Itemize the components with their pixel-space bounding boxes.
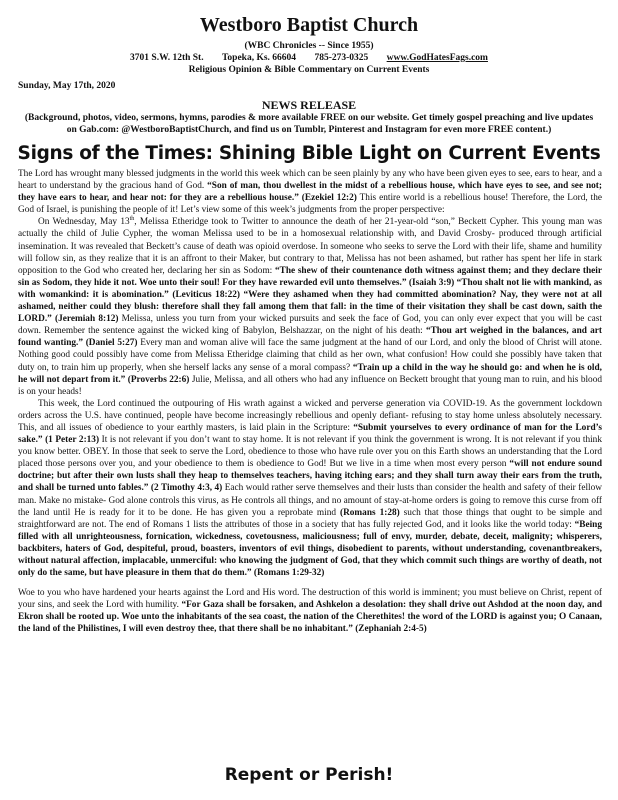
text: This entire world is a rebellious house! Therefore, the Lord, the God of Israel, is punishing the people of it! Let’s view some of this week’s judgments from the proper perspective: (18, 193, 602, 216)
ordinal-suffix: th (129, 216, 135, 223)
city-address: Topeka, Ks. 66604 (221, 53, 297, 63)
scripture-reference: (Romans 1:28) (339, 507, 400, 518)
paragraph-covid (18, 398, 602, 579)
text: It is not relevant if you don’t want to stay home. It is not relevant if you think the government is wrong. It is not relevant if you think you know better. OBEY. In those that seek to serve the Lord, obedience to those who have rule over you on this Earth shows an understanding that the Lord placed those persons over you, and your obedience to them is obedience to God! But we live in a time when most every person (18, 435, 602, 470)
text: such that those things that ought to be simple and straightforward are not. The end of Romans 1 lists the attributes of those in a society that has fully rejected God, and it looks like the world today: (18, 507, 602, 530)
paragraph-conclusion (18, 587, 602, 635)
scripture-quote: “Submit yourselves to every ordinance of man for the Lord’s sake.” (1 Peter 2:13) (18, 422, 602, 446)
footer-slogan: Repent or Perish! (224, 765, 394, 785)
paragraph-intro (18, 168, 602, 216)
news-release-label: NEWS RELEASE (261, 98, 357, 112)
website-link[interactable]: www.GodHatesFags.com (386, 53, 488, 63)
text: Each would rather serve themselves and their lusts than consider the health and safety of their fellow man. Make no mistake- God alone controls this virus, as He controls all things, and no amount of stay-at-home orders is going to remove this curse from off the land until He is ready for it to be done. He has given you a reprobate mind (18, 483, 602, 518)
phone-number: 785-273-0325 (314, 53, 369, 63)
scripture-quote: “Being filled with all unrighteousness, fornication, wickedness, covetousness, maliciousness; full of envy, murder, debate, deceit, malignity; whisperers, backbiters, haters of God, despiteful, proud, boasters, inventors of evil things, disobedient to parents, without understanding, covenantbreakers, without natural affection, implacable, unmerciful: who knowing the judgment of God, that they which commit such things are worthy of death, not only do the same, but have pleasure in them that do them.” (Romans 1:29-32) (18, 519, 602, 579)
text: This week, the Lord continued the outpouring of His wrath against a wicked and perverse generation via COVID-19. As the government lockdown orders across the U.S. have continued, people have become increasingly rebellious and openly defiant- refusing to stay home unless absolutely necessary. This, and all issues of obedience to your earthly masters, is laid plain in the Scripture: (18, 398, 602, 433)
scripture-quote: “Thou art weighed in the balances, and art found wanting.” (Daniel 5:27) (18, 326, 602, 349)
scripture-quote: “For Gaza shall be forsaken, and Ashkelon a desolation: they shall drive out Ashdod at the noon day, and Ekron shall be rooted up. Woe unto the inhabitants of the sea coast, the nation of the Cherethites! the word of the LORD is against you; O Canaan, the land of the Philistines, I will even destroy thee, that there shall be no inhabitant.” (Zephaniah 2:4-5) (18, 600, 603, 635)
text: The Lord has wrought many blessed judgments in the world this week which can be seen plainly by any who have been given eyes to see, ears to hear, and a heart to understand by the gracious hand of God. (18, 169, 602, 192)
content-notice: (Background, photos, video, sermons, hymns, parodies & more available FREE on our website. Get timely gospel preaching and live updates on Gab.com: @WestboroBaptistChurch, and find us on Tumblr, Pinterest and Instagram for even more FREE content.) (24, 113, 594, 135)
church-title: Westboro Baptist Church (199, 14, 419, 36)
text: Julie, Melissa, and all others who had any influence on Beckett brought that young man to ruin, and his blood is on your heads! (18, 374, 602, 397)
scripture-quote: “will not endure sound doctrine; but after their own lusts shall they heap to themselves teachers, having itching ears; and they shall turn away their ears from the truth, and shall be turned unto fables.” (2 Timothy 4:3, 4) (18, 459, 602, 494)
text: Every man and woman alive will face the same judgment at the hand of our Lord, and only the blood of Christ will atone. Nothing good could possibly have come from Melissa Etheridge claiming that child as her own, what confusion! How could she possibly have taken that duty on, to train him up properly, when she herself lacks any sense of a moral compass? (18, 338, 602, 373)
text: Woe to you who have hardened your hearts against the Lord and His word. The destruction of this world is imminent; you must believe on Christ, repent of your sins, and seek the Lord with humility. (18, 588, 602, 611)
street-address: 3701 S.W. 12th St. (130, 53, 204, 63)
text: , Melissa Etheridge took to Twitter to announce the death of her 21-year-old “son,” Beckett Cypher. This young man was actually the child of Julie Cypher, the woman Melissa used to be in a homosexual relationship with, and David Crosby- produced through artificial insemination. It was revealed that Beckett’s cause of death was opioid overdose. In someone who seeks to serve the Lord with their life, shame and humility will follow sin, as they realize that it is an affront to their Maker, but contrary to that, Melissa has not been ashamed, but rather has spent her life in stark opposition to the God who created her, declaring her sin as Sodom: (18, 217, 602, 276)
tagline: Religious Opinion & Bible Commentary on Current Events (188, 65, 430, 75)
paragraph-etheridge (18, 216, 602, 397)
chronicles-subtitle: (WBC Chronicles -- Since 1955) (244, 41, 374, 51)
text: On Wednesday, May 13 (38, 217, 130, 228)
headline: Signs of the Times: Shining Bible Light on Current Events (17, 143, 601, 164)
scripture-quote: “Train up a child in the way he should go: and when he is old, he will not depart from it.” (Proverbs 22:6) (18, 362, 603, 385)
scripture-quote: “The shew of their countenance doth witness against them; and they declare their sin as Sodom, they hide it not. Woe unto their soul! For they have rewarded evil unto themselves.” (Isaiah 3:9) “Thou shalt not lie with mankind, as with womankind: it is abomination.” (Leviticus 18:22) “Were they ashamed when they had committed abomination? Nay, they were not at all ashamed, neither could they blush: therefore shall they fall among them that fall: in the time of their visitation they shall be cast down, saith the LORD.” (Jeremiah 8:12) (18, 265, 602, 325)
scripture-quote: “Son of man, thou dwellest in the midst of a rebellious house, which have eyes to see, and see not; they have ears to hear, and hear not: for they are a rebellious house.” (Ezekiel 12:2) (18, 181, 602, 204)
release-date: Sunday, May 17th, 2020 (18, 81, 116, 91)
contact-line (0, 52, 618, 64)
text: Melissa, unless you turn from your wicked pursuits and seek the face of God, you can only ever expect that you will be cast down. Remember the sentence against the wicked king of Babylon, Belshazzar, on the night of his death: (18, 314, 602, 337)
article-body (18, 168, 602, 636)
